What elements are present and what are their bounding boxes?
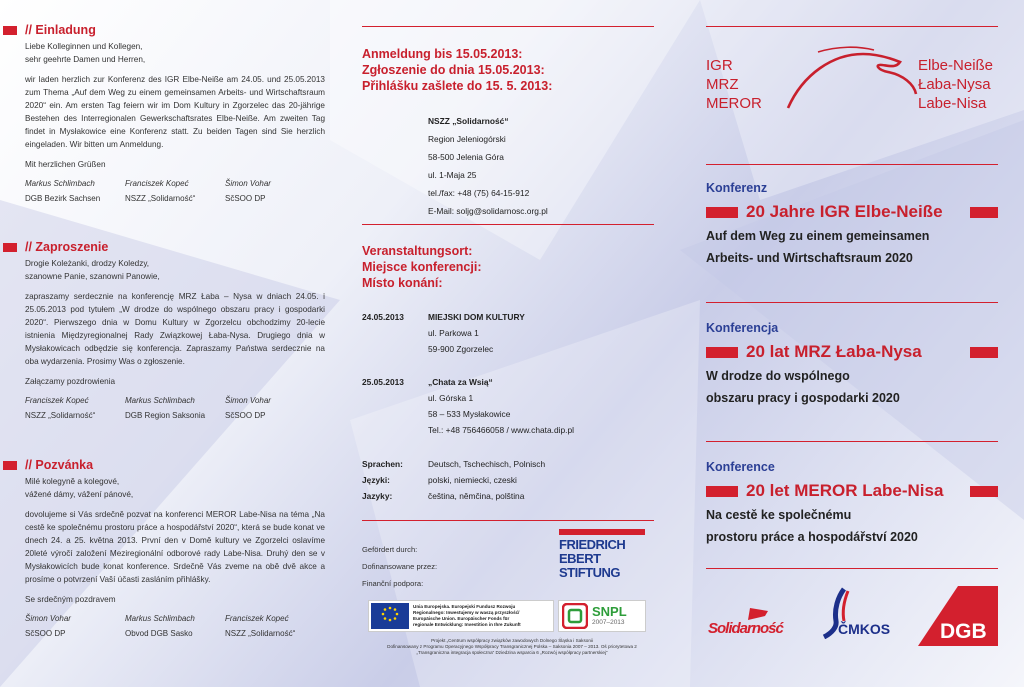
signer-org: Obvod DGB Sasko — [125, 629, 193, 638]
project-note-line: „Transgraniczna integracja społeczna“ Dziedzina wsparcia 6 „Rozwój współpracy partnerskiej“ — [416, 650, 608, 655]
cmkos-logo — [820, 587, 910, 647]
signer-org: SčSOO DP — [225, 411, 266, 420]
venue-heading-line: Místo konání: — [362, 276, 443, 290]
solidarnosc-logo — [708, 608, 800, 644]
signer-org: DGB Region Saksonia — [125, 411, 206, 420]
igr-logo-swoosh-icon — [778, 44, 918, 114]
column-cover — [706, 0, 998, 687]
address-block — [428, 112, 548, 220]
venue-name: „Chata za Wsią“ — [428, 377, 493, 387]
address-line: tel./fax: +48 (75) 64-15-912 — [428, 188, 530, 198]
eu-text: Unia Europejska. Europejski Fundusz Rozwoju — [413, 604, 516, 609]
venue-address: ul. Parkowa 1 — [428, 328, 479, 338]
conference-de — [706, 181, 998, 269]
logo-text: Elbe-Neiße — [918, 57, 994, 74]
signature-names — [25, 395, 325, 407]
venue-contact-link[interactable]: Tel.: +48 756466058 / www.chata.dip.pl — [428, 425, 574, 435]
funding-label: Gefördert durch: — [362, 545, 418, 554]
project-note-line: Projekt „Centrum współpracy związków zawodowych Dolnego Śląska i Saksonii — [431, 638, 593, 643]
logo-text: IGR — [706, 57, 733, 74]
signer-name: Šimon Vohar — [25, 614, 71, 623]
signer-org: NSZZ „Solidarność“ — [25, 411, 96, 420]
section-zaproszenie — [25, 240, 325, 422]
column-details — [362, 0, 654, 687]
logo-text: MRZ — [706, 76, 739, 93]
conference-subtitle: Na cestě ke společnému — [706, 508, 852, 522]
address-line: Region Jeleniogórski — [428, 134, 506, 144]
eu-flag-icon — [371, 603, 409, 629]
signature-names — [25, 613, 325, 625]
divider — [706, 26, 998, 27]
conference-subtitle: Auf dem Weg zu einem gemeinsamen — [706, 229, 930, 243]
conference-subtitle: Arbeits- und Wirtschaftsraum 2020 — [706, 251, 913, 265]
venue-heading — [362, 243, 482, 291]
eu-logo-box — [368, 600, 554, 632]
signer-name: Franciszek Kopeć — [225, 614, 289, 623]
conference-title: 20 lat MRZ Łaba-Nysa — [746, 342, 922, 361]
address-line: 58-500 Jelenia Góra — [428, 152, 504, 162]
dgb-logo-text: DGB — [940, 620, 987, 643]
venue-date: 25.05.2013 — [362, 377, 404, 387]
igr-logo-left — [706, 56, 762, 113]
registration-line: Anmeldung bis 15.05.2013: — [362, 47, 523, 61]
fes-logo-text: FRIEDRICH — [559, 537, 626, 552]
language-key: Jazyky: — [362, 491, 393, 501]
project-note-line: Dofinansowany z Programu Operacyjnego Współpracy Transgranicznej Polska – Saksonia 2007 – 2013. Oś priorytetowa 2 — [387, 644, 637, 649]
venue-2 — [362, 374, 654, 438]
registration-line: Zgłoszenie do dnia 15.05.2013: — [362, 63, 545, 77]
address-line: ul. 1-Maja 25 — [428, 170, 477, 180]
signer-org: DGB Bezirk Sachsen — [25, 194, 101, 203]
snpl-text: SNPL — [592, 604, 627, 619]
logo-text: Łaba-Nysa — [918, 76, 991, 93]
registration-block — [362, 46, 552, 94]
conference-title: 20 Jahre IGR Elbe-Neiße — [746, 202, 943, 221]
signer-name: Šimon Vohar — [225, 396, 271, 405]
address-org: NSZZ „Solidarność“ — [428, 116, 509, 126]
divider — [706, 568, 998, 569]
signer-name: Franciszek Kopeć — [125, 179, 189, 188]
venue-date: 24.05.2013 — [362, 312, 404, 322]
signer-name: Franciszek Kopeć — [25, 396, 89, 405]
signer-name: Markus Schlimbach — [125, 396, 195, 405]
venue-name: MIEJSKI DOM KULTURY — [428, 312, 525, 322]
conference-label: Konference — [706, 460, 775, 474]
salutation-line: Liebe Kolleginnen und Kollegen, — [25, 42, 143, 51]
salutation-line: Drogie Koleżanki, drodzy Koledzy, — [25, 259, 150, 268]
venue-address: ul. Górska 1 — [428, 393, 474, 403]
language-key: Języki: — [362, 475, 390, 485]
closing-text: Mit herzlichen Grüßen — [25, 160, 106, 169]
conference-pl — [706, 321, 998, 409]
signer-org: NSZZ „Solidarność“ — [225, 629, 296, 638]
email-link[interactable]: E-Mail: soljg@solidarnosc.org.pl — [428, 206, 548, 216]
igr-logo-right — [918, 56, 993, 113]
signature-orgs — [25, 628, 325, 640]
closing-text: Załączamy pozdrowienia — [25, 377, 116, 386]
snpl-years: 2007–2013 — [592, 619, 625, 626]
venue-heading-line: Veranstaltungsort: — [362, 244, 473, 258]
signer-name: Šimon Vohar — [225, 179, 271, 188]
signer-name: Markus Schlimbach — [25, 179, 95, 188]
venue-heading-line: Miejsce konferencji: — [362, 260, 482, 274]
divider — [706, 302, 998, 303]
solidarnosc-flag-icon — [708, 608, 800, 620]
conference-subtitle: prostoru práce a hospodářství 2020 — [706, 530, 918, 544]
fes-logo-text: STIFTUNG — [559, 565, 620, 580]
section-einladung — [25, 23, 325, 205]
venue-address: 58 – 533 Mysłakowice — [428, 409, 511, 419]
heading-zaproszenie: // Zaproszenie — [25, 240, 325, 254]
section-pozvanka — [25, 458, 325, 640]
language-value: Deutsch, Tschechisch, Polnisch — [428, 459, 546, 469]
body-text: dovolujeme si Vás srdečně pozvat na konferenci MEROR Labe-Nisa na téma „Na cestě ke společnému prostoru práce a hospodářství 2020“, která se bude konat ve dnech 24. a 25. května 2013. První den v Domě kultury ve Zgorzelci oslavíme 20leté výročí založení Meziregionální odborové rady Labe-Nisa. Druhý den se v Mysłakowicích bude konat konference. Srdečně Vás zveme na obě dvě akce a prosíme o potvrzení Vaší účasti zasláním přihlášky. — [25, 510, 325, 584]
venue-1 — [362, 309, 654, 357]
signature-names — [25, 178, 325, 190]
snpl-emblem-icon — [562, 603, 588, 629]
salutation-line: vážené dámy, vážení pánové, — [25, 490, 134, 499]
dgb-logo — [918, 586, 998, 646]
fes-logo-text: EBERT — [559, 551, 601, 566]
salutation-line: szanowne Panie, szanowni Panowie, — [25, 272, 160, 281]
salutation-line: Milé kolegyně a kolegové, — [25, 477, 120, 486]
heading-einladung: // Einladung — [25, 23, 325, 37]
cmkos-logo-text: ČMKOS — [838, 621, 891, 637]
conference-label: Konferenz — [706, 181, 768, 195]
signer-name: Markus Schlimbach — [125, 614, 195, 623]
fes-logo — [559, 529, 645, 585]
eu-text: regionale Entwicklung: Investition in Ihre Zukunft — [413, 622, 521, 627]
snpl-logo — [558, 600, 646, 632]
divider — [706, 164, 998, 165]
signer-org: SčSOO DP — [25, 629, 66, 638]
column-invitations — [25, 0, 325, 687]
language-value: polski, niemiecki, czeski — [428, 475, 517, 485]
language-value: čeština, němčina, polština — [428, 491, 525, 501]
conference-label: Konferencja — [706, 321, 779, 335]
divider — [362, 26, 654, 27]
conference-subtitle: W drodze do wspólnego — [706, 369, 850, 383]
signer-org: NSZZ „Solidarność“ — [125, 194, 196, 203]
salutation-line: sehr geehrte Damen und Herren, — [25, 55, 146, 64]
logo-text: Labe-Nisa — [918, 95, 987, 112]
conference-cz — [706, 460, 998, 548]
eu-text: Regionalnego: Inwestujemy w waszą przyszłość/ — [413, 610, 520, 615]
divider — [362, 224, 654, 225]
registration-line: Přihlášku zašlete do 15. 5. 2013: — [362, 79, 553, 93]
funding-labels — [362, 541, 437, 592]
body-text: wir laden herzlich zur Konferenz des IGR Elbe-Neiße am 24.05. und 25.05.2013 zum Thema „Auf dem Weg zu einem gemeinsamen Arbeits- und Wirtschaftsraum 2020“ ein. Am ersten Tag feiern wir im Dom Kultury in Zgorzelec das 20-jährige Bestehen des Interregionalen Gewerkschaftsrates Elbe-Neiße. Am zweiten Tag findet in Mysłakowice eine Konferenz statt. Zu beiden Tagen sind Sie herzlich eingeladen. Wir bitten um Anmeldung. — [25, 75, 325, 149]
language-key: Sprachen: — [362, 459, 403, 469]
signature-orgs — [25, 193, 325, 205]
venue-address: 59-900 Zgorzelec — [428, 344, 494, 354]
closing-text: Se srdečným pozdravem — [25, 595, 116, 604]
languages-block — [362, 456, 654, 504]
eu-text: Europäische Union. Europäischer Fonds für — [413, 616, 510, 621]
body-text: zapraszamy serdecznie na konferencję MRZ Łaba – Nysa w dniach 24.05. i 25.05.2013 pod tytułem „W drodze do wspólnego obszaru pracy i gospodarki 2020“. Pierwszego dnia w Domu Kultury w Zgorzelcu obchodzimy 20-lecie istnienia Międzyregionalnej Rady Związkowej Łaba-Nysa. Drugiego dnia w Mysłakowicach odbędzie się konferencja. Zapraszamy Państwa serdecznie na oba wydarzenia. Prosimy Was o zgłoszenie. — [25, 292, 325, 366]
conference-subtitle: obszaru pracy i gospodarki 2020 — [706, 391, 900, 405]
signer-org: SčSOO DP — [225, 194, 266, 203]
signature-orgs — [25, 410, 325, 422]
fes-logo-bar — [559, 529, 645, 535]
project-note — [362, 638, 662, 656]
conference-title: 20 let MEROR Labe-Nisa — [746, 481, 944, 500]
logo-text: MEROR — [706, 95, 762, 112]
funding-label: Dofinansowane przez: — [362, 562, 438, 571]
solidarnosc-logo-text: Solidarność — [708, 620, 783, 637]
funding-label: Finanční podpora: — [362, 579, 424, 588]
divider — [362, 520, 654, 521]
divider — [706, 441, 998, 442]
heading-pozvanka: // Pozvánka — [25, 458, 325, 472]
